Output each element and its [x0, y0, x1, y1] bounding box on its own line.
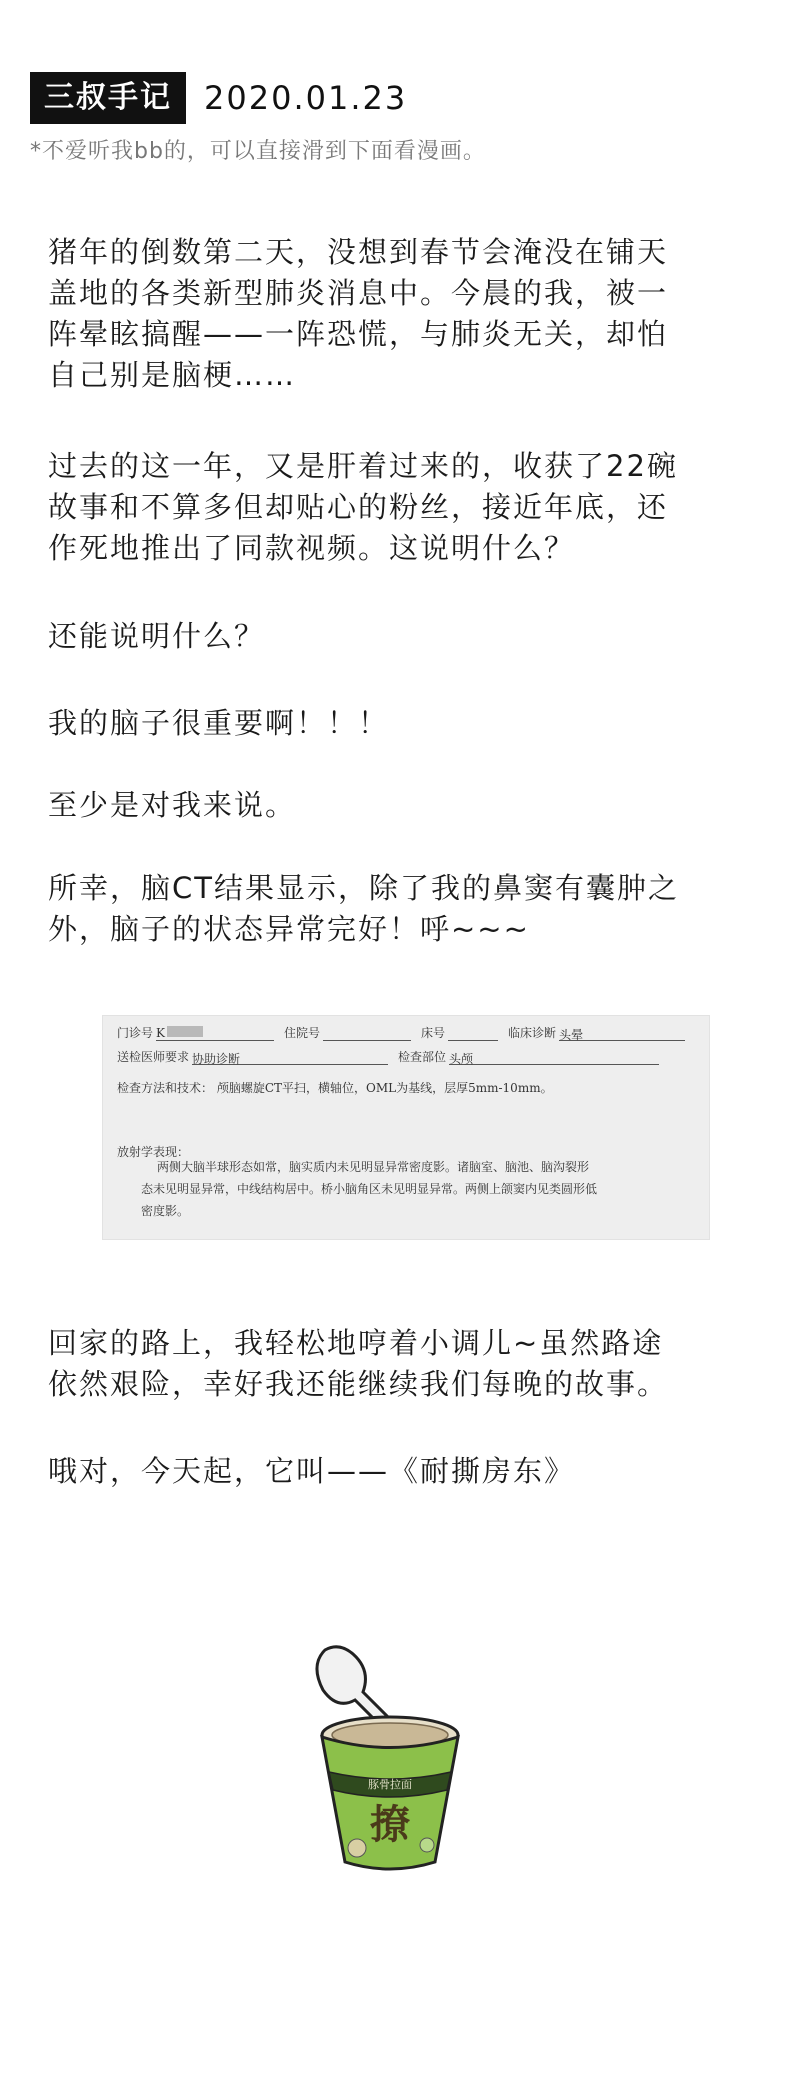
paragraph-7 [48, 1323, 753, 1405]
paragraph-5 [48, 785, 753, 826]
paragraph-3 [48, 616, 753, 657]
clinical-value: 头晕 [559, 1028, 584, 1042]
paragraph-6 [48, 868, 753, 950]
outpatient-label: 门诊号 [117, 1026, 154, 1040]
text-line: 还能说明什么？ [48, 619, 266, 653]
text-line: 依然艰险，幸好我还能继续我们每晚的故事。 [48, 1367, 669, 1401]
text-line: 阵晕眩搞醒——一阵恐慌，与肺炎无关，却怕 [48, 317, 669, 351]
outpatient-value: K [156, 1026, 165, 1040]
header [30, 72, 407, 124]
text-line: 所幸，脑CT结果显示，除了我的鼻窦有囊肿之 [48, 871, 679, 905]
request-value: 协助诊断 [192, 1052, 241, 1066]
redacted-blur [167, 1026, 203, 1037]
findings-line: 密度影。 [141, 1204, 190, 1218]
bed-label: 床号 [421, 1026, 446, 1040]
text-line: 哦对，今天起，它叫——《耐撕房东》 [48, 1454, 576, 1488]
ct-report-image [102, 1015, 710, 1240]
site-value: 头颅 [449, 1052, 474, 1066]
cup-big-char: 撩 [370, 1801, 410, 1848]
report-method: 检查方法和技术： 颅脑螺旋CT平扫，横轴位，OML为基线，层厚5mm-10mm。 [117, 1081, 553, 1095]
paragraph-1 [48, 232, 753, 396]
noodle-cup-illustration [305, 1640, 475, 1880]
text-line: 猪年的倒数第二天，没想到春节会淹没在铺天 [48, 235, 669, 269]
findings-line: 态未见明显异常，中线结构居中。桥小脑角区未见明显异常。两侧上颌窦内见类圆形低 [141, 1182, 598, 1196]
request-label: 送检医师要求 [117, 1050, 190, 1064]
findings-line: 两侧大脑半球形态如常，脑实质内未见明显异常密度影。诸脑室、脑池、脑沟裂形 [157, 1160, 590, 1174]
text-line: 我的脑子很重要啊！！！ [48, 706, 390, 740]
cup-band-text: 豚骨拉面 [368, 1778, 412, 1791]
paragraph-4 [48, 703, 753, 744]
report-row-2 [117, 1048, 669, 1065]
text-line: 作死地推出了同款视频。这说明什么？ [48, 531, 576, 565]
text-line: 至少是对我来说。 [48, 788, 297, 822]
paragraph-2 [48, 446, 753, 569]
text-line: 过去的这一年，又是肝着过来的，收获了22碗 [48, 449, 678, 483]
text-line: 故事和不算多但却贴心的粉丝，接近年底，还 [48, 490, 669, 524]
skip-hint: *不爱听我bb的，可以直接滑到下面看漫画。 [30, 139, 486, 164]
text-line: 自己别是脑梗…… [48, 358, 297, 392]
text-line: 盖地的各类新型肺炎消息中。今晨的我，被一 [48, 276, 669, 310]
paragraph-8 [48, 1451, 753, 1492]
text-line: 回家的路上，我轻松地哼着小调儿~虽然路途 [48, 1326, 664, 1360]
column-badge: 三叔手记 [30, 72, 186, 124]
text-line: 外，脑子的状态异常完好！呼~~~ [48, 912, 530, 946]
post-date: 2020.01.23 [204, 79, 408, 117]
site-label: 检查部位 [398, 1050, 447, 1064]
report-findings [141, 1156, 697, 1222]
report-row-1 [117, 1024, 695, 1041]
report-findings-label: 放射学表现： [117, 1145, 190, 1159]
admission-label: 住院号 [284, 1026, 321, 1040]
clinical-label: 临床诊断 [508, 1026, 557, 1040]
